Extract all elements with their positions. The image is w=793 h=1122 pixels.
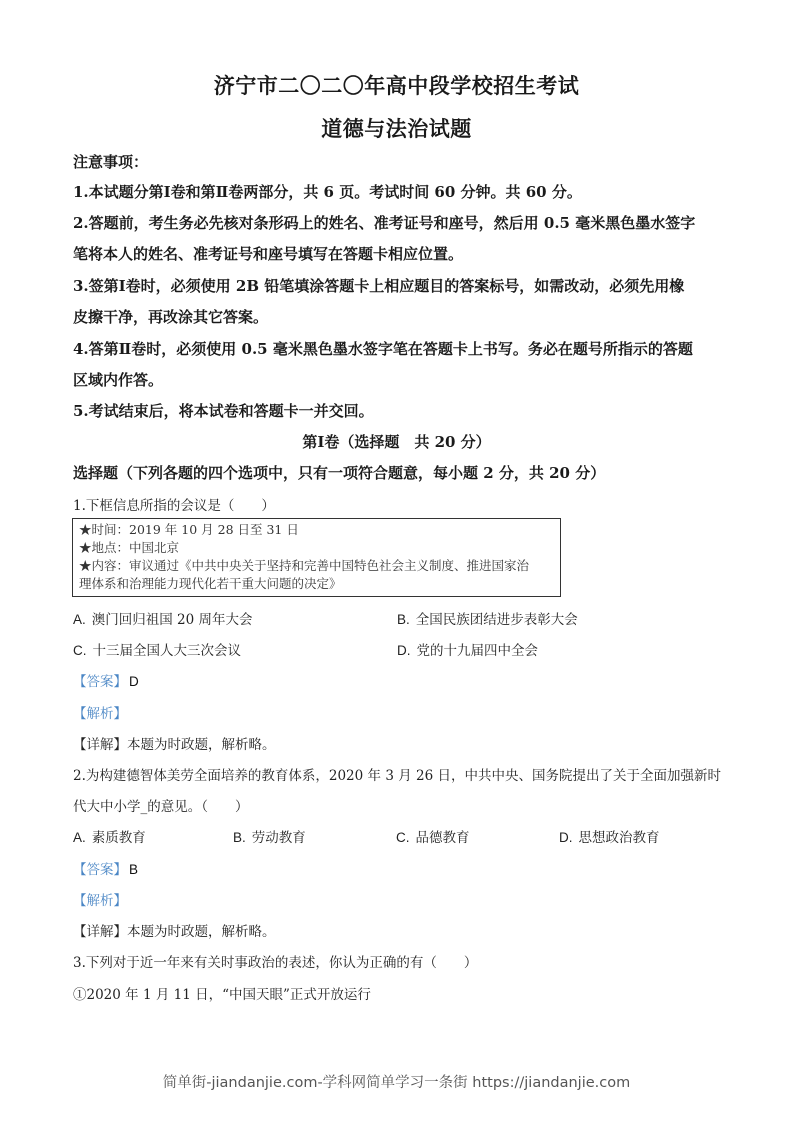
detail-text: 本题为时政题，解析略。: [127, 924, 276, 940]
question-1-detail: [73, 733, 276, 753]
question-2-option-d: [559, 826, 660, 846]
option-text: 十三届全国人大三次会议: [92, 643, 241, 659]
exam-title: 济宁市二〇二〇年高中段学校招生考试: [213, 73, 580, 98]
option-text: 党的十九届四中全会: [416, 643, 538, 659]
question-1-analysis: [73, 702, 127, 722]
footer-watermark: 简单街-jiandanjie.com-学科网简单学习一条街 https://jiandanjie.com: [162, 1075, 631, 1091]
section-title: 第Ⅰ卷（选择题 共 20 分）: [302, 433, 491, 451]
infobox-content: ★内容：审议通过《中共中央关于坚持和完善中国特色社会主义制度、推进国家治: [79, 558, 530, 573]
section-instruction: 选择题（下列各题的四个选项中，只有一项符合题意，每小题 2 分，共 20 分）: [73, 464, 606, 482]
question-2-stem-cont: 代大中小学_的意见。（ ）: [73, 799, 249, 815]
question-3-item-1: ①2020 年 1 月 11 日，“中国天眼”正式开放运行: [73, 987, 371, 1003]
question-2-option-b: [233, 826, 306, 846]
question-1-option-c: [73, 639, 241, 659]
option-text: 劳动教育: [251, 830, 306, 846]
notice-line-1: 1.本试题分第Ⅰ卷和第Ⅱ卷两部分，共 6 页。考试时间 60 分钟。共 60 分。: [73, 183, 582, 201]
option-label: D.: [559, 830, 573, 845]
analysis-label: 【解析】: [73, 893, 127, 909]
option-text: 品德教育: [415, 830, 470, 846]
question-3-stem: 3.下列对于近一年来有关时事政治的表述，你认为正确的有（ ）: [73, 955, 478, 971]
option-label: A.: [73, 612, 86, 627]
infobox-place: ★地点：中国北京: [79, 540, 180, 555]
question-1-answer: [73, 670, 139, 690]
analysis-label: 【解析】: [73, 706, 127, 722]
answer-value: D: [129, 674, 139, 689]
question-2-stem: 2.为构建德智体美劳全面培养的教育体系，2020 年 3 月 26 日，中共中央、国务院提出了关于全面加强新时: [73, 768, 721, 784]
option-text: 思想政治教育: [578, 830, 660, 846]
infobox-time: ★时间：2019 年 10 月 28 日至 31 日: [79, 522, 299, 537]
option-text: 素质教育: [91, 830, 146, 846]
option-label: C.: [396, 830, 410, 845]
question-1-option-b: [397, 608, 578, 628]
detail-label: 【详解】: [73, 737, 127, 753]
notice-line-4: 4.答第Ⅱ卷时，必须使用 0.5 毫米黑色墨水签字笔在答题卡上书写。务必在题号所指示的答题: [73, 340, 693, 358]
exam-subtitle: 道德与法治试题: [321, 116, 472, 141]
question-1-option-a: [73, 608, 253, 628]
option-label: B.: [233, 830, 246, 845]
question-2-analysis: [73, 889, 127, 909]
question-2-detail: [73, 920, 276, 940]
option-label: C.: [73, 643, 87, 658]
notice-line-4-cont: 区域内作答。: [73, 371, 164, 389]
notice-line-2-cont: 笔将本人的姓名、准考证号和座号填写在答题卡相应位置。: [73, 245, 464, 263]
notice-heading: 注意事项：: [73, 153, 149, 171]
notice-line-3: 3.签第Ⅰ卷时，必须使用 2B 铅笔填涂答题卡上相应题目的答案标号，如需改动，必须先用橡: [73, 277, 685, 295]
option-label: D.: [397, 643, 411, 658]
question-2-option-c: [396, 826, 470, 846]
detail-label: 【详解】: [73, 924, 127, 940]
question-2-option-a: [73, 826, 146, 846]
notice-line-2: 2.答题前，考生务必先核对条形码上的姓名、准考证号和座号，然后用 0.5 毫米黑色墨水签字: [73, 214, 696, 232]
notice-line-3-cont: 皮擦干净，再改涂其它答案。: [73, 308, 269, 326]
answer-label: 【答案】: [73, 674, 127, 690]
notice-line-5: 5.考试结束后，将本试卷和答题卡一并交回。: [73, 402, 374, 420]
option-label: B.: [397, 612, 410, 627]
option-text: 全国民族团结进步表彰大会: [415, 612, 578, 628]
question-1-infobox: [72, 518, 561, 597]
question-2-answer: [73, 858, 138, 878]
answer-label: 【答案】: [73, 862, 127, 878]
option-label: A.: [73, 830, 86, 845]
detail-text: 本题为时政题，解析略。: [127, 737, 276, 753]
question-1-option-d: [397, 639, 538, 659]
option-text: 澳门回归祖国 20 周年大会: [91, 612, 253, 628]
infobox-content-cont: 理体系和治理能力现代化若干重大问题的决定》: [79, 576, 342, 591]
question-1-stem: 1.下框信息所指的会议是（ ）: [73, 498, 275, 514]
answer-value: B: [129, 862, 139, 877]
